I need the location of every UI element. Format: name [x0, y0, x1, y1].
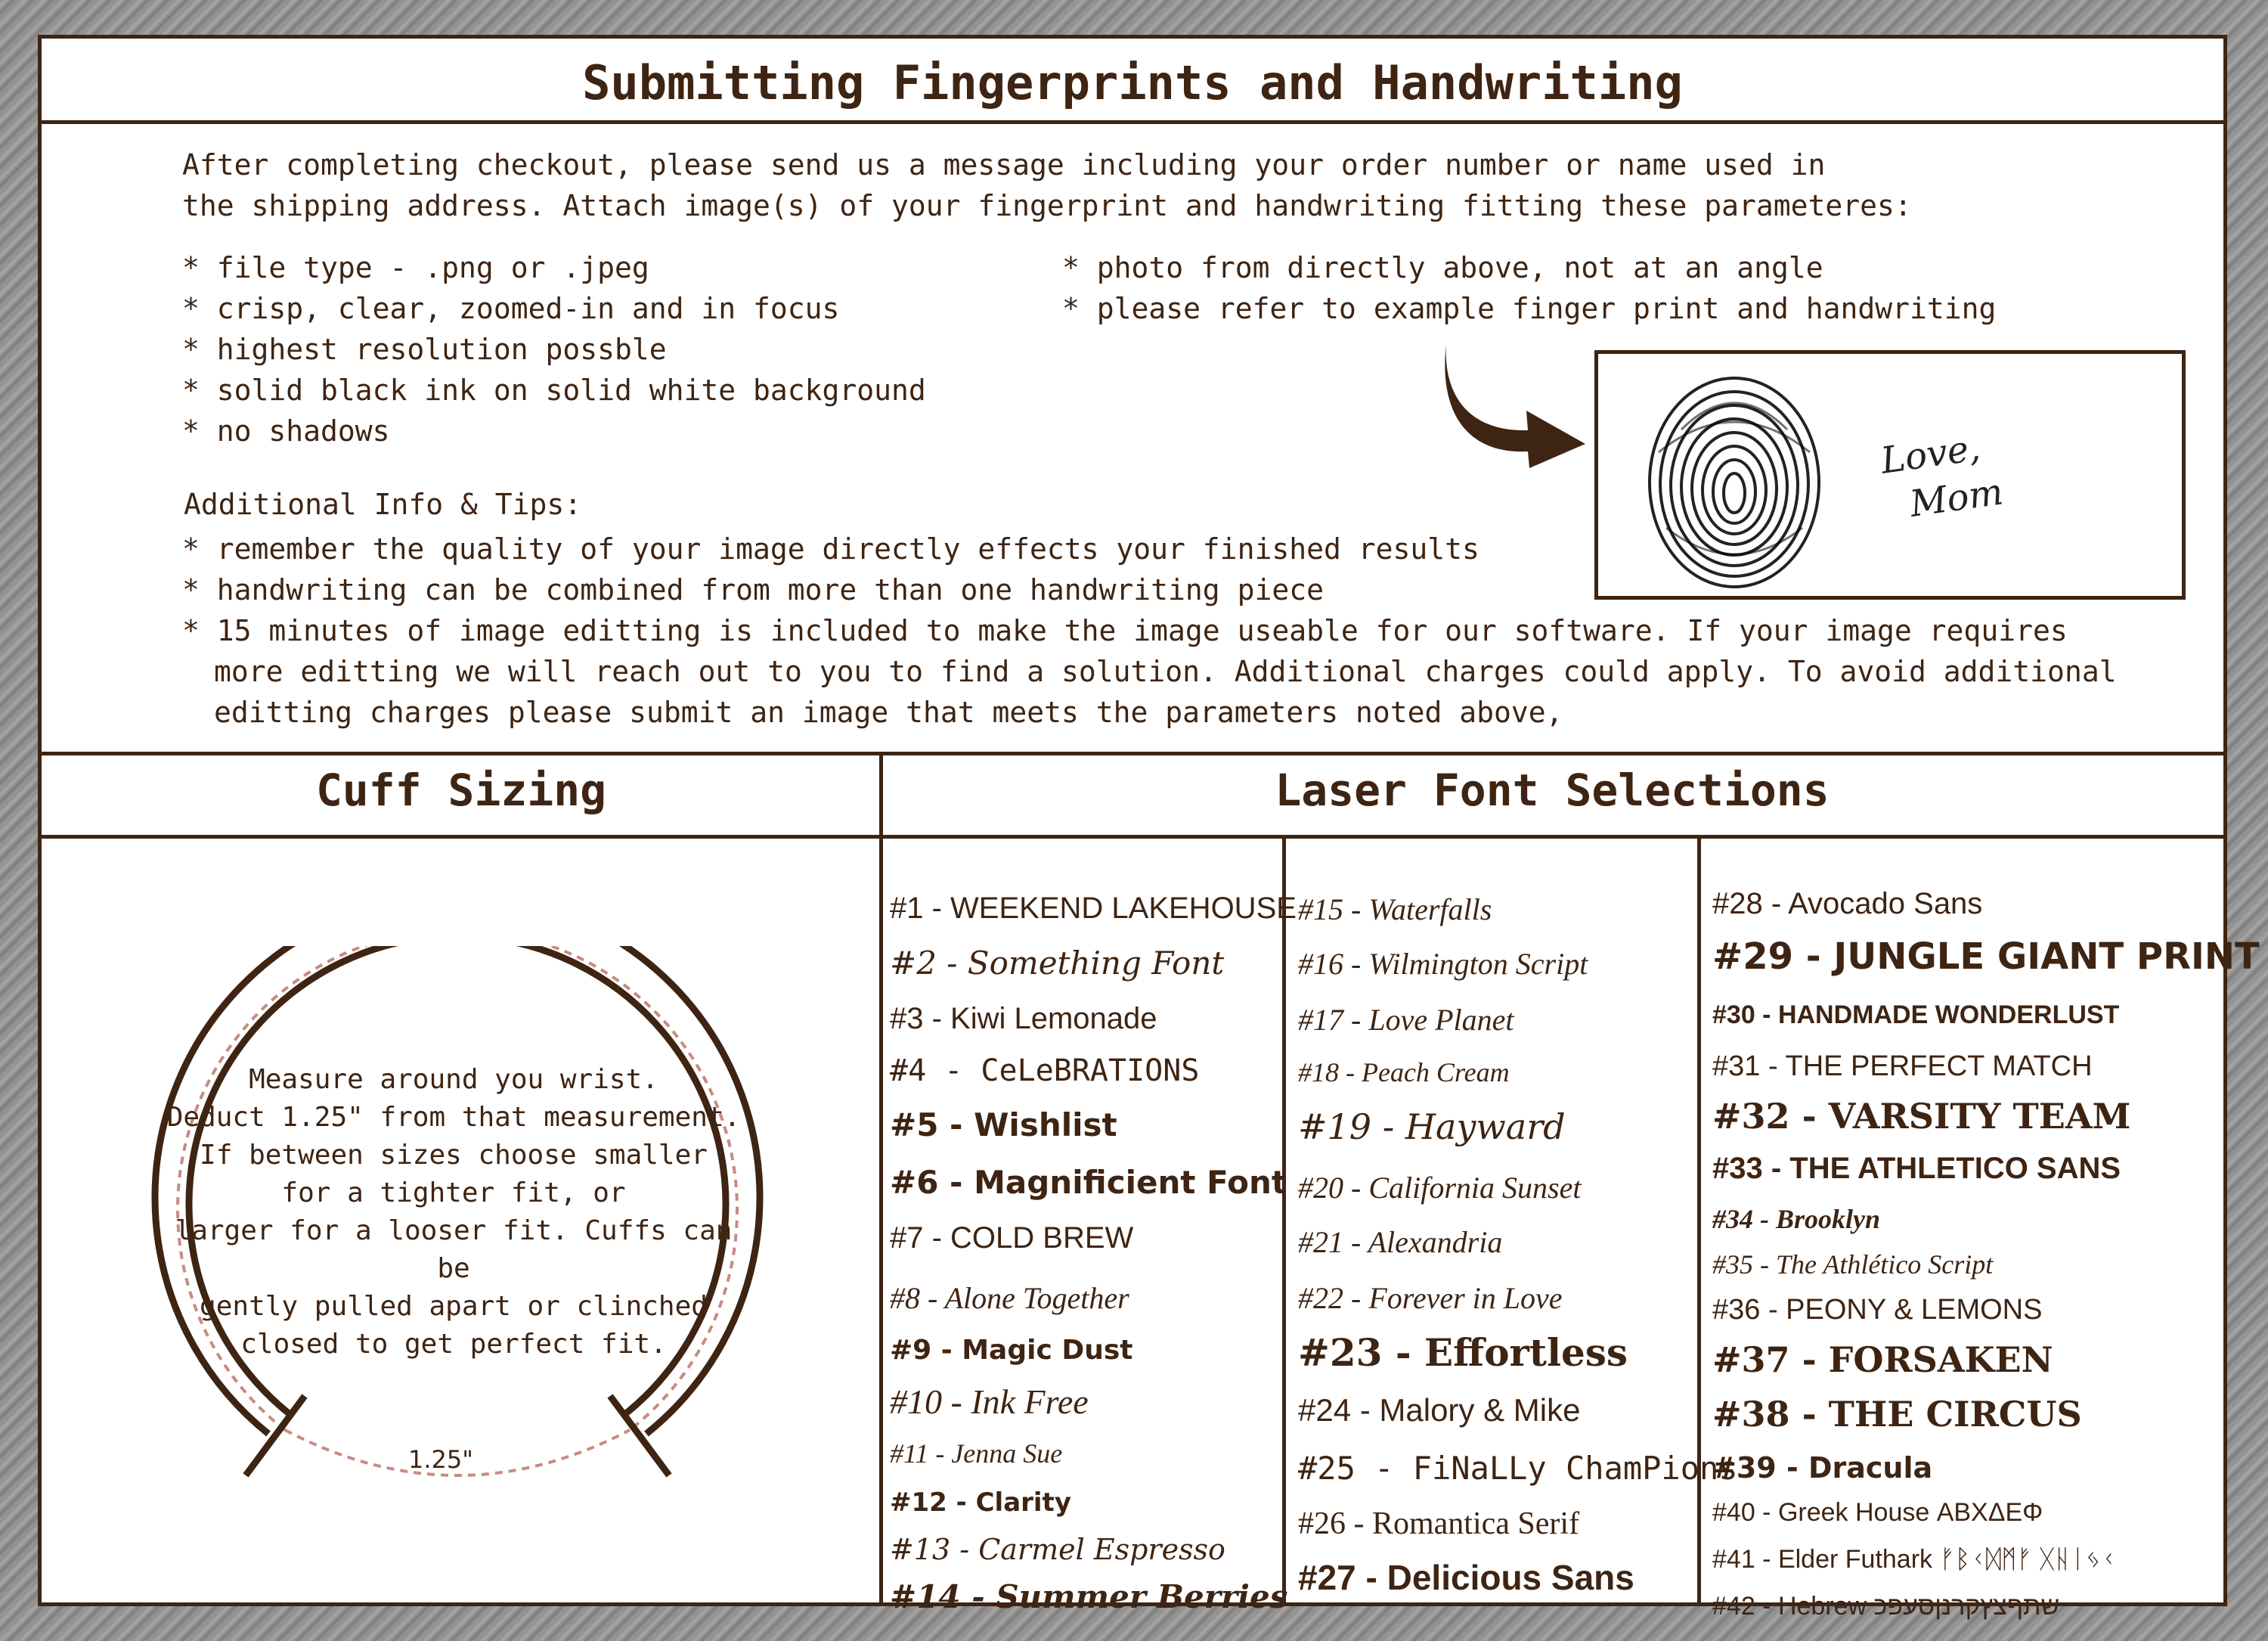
font-option: #16 - Wilmington Script: [1298, 947, 1588, 981]
font-option: #33 - THE ATHLETICO SANS: [1712, 1152, 2121, 1185]
font-option: #34 - Brooklyn: [1712, 1204, 1881, 1234]
font-option: #35 - The Athlético Script: [1712, 1249, 1994, 1280]
font-option: #3 - Kiwi Lemonade: [890, 1002, 1157, 1035]
font-option: #4 - CeLeBRATIONS: [890, 1053, 1200, 1088]
font-option: #36 - PEONY & LEMONS: [1712, 1294, 2043, 1326]
font-option: #21 - Alexandria: [1298, 1225, 1503, 1259]
list-item: * 15 minutes of image editting is included to make the image useable for our software. If your image requires more editting we will reach out to you to find a solution. Additional charges could apply. To avoid additional editting charges please submit an image that meets the parameters noted above,: [182, 610, 2149, 733]
curved-arrow-icon: [1437, 341, 1588, 470]
font-option: #32 - VARSITY TEAM: [1712, 1096, 2131, 1137]
intro-line: After completing checkout, please send us a message including your order number or name used in: [182, 148, 1826, 181]
font-option: #1 - WEEKEND LAKEHOUSE: [890, 892, 1297, 925]
intro-line: the shipping address. Attach image(s) of your fingerprint and handwriting fitting these parameteres:: [182, 189, 1912, 222]
requirements-list: [182, 247, 926, 451]
list-item: * photo from directly above, not at an angle: [1062, 247, 1996, 288]
list-item: * handwriting can be combined from more than one handwriting piece: [182, 569, 2072, 610]
requirements-list-right: [1062, 247, 1996, 329]
font-option: #20 - California Sunset: [1298, 1171, 1582, 1205]
list-item: * remember the quality of your image directly effects your finished results: [182, 529, 2072, 569]
font-option: #17 - Love Planet: [1298, 1003, 1514, 1037]
list-item: * highest resolution possble: [182, 329, 926, 370]
font-option: #24 - Malory & Mike: [1298, 1392, 1581, 1428]
font-option: #12 - Clarity: [890, 1487, 1071, 1518]
font-option: #30 - HANDMADE WONDERLUST: [1712, 1000, 2120, 1029]
font-option: #19 - Hayward: [1298, 1106, 1566, 1147]
font-option: #26 - Romantica Serif: [1298, 1506, 1580, 1541]
gap-measurement-label: 1.25": [408, 1445, 473, 1474]
font-option: #28 - Avocado Sans: [1712, 887, 1983, 920]
font-option: #7 - COLD BREW: [890, 1221, 1134, 1255]
font-option: #38 - THE CIRCUS: [1712, 1394, 2082, 1435]
font-option: #13 - Carmel Espresso: [890, 1533, 1225, 1566]
font-option: #22 - Forever in Love: [1298, 1281, 1563, 1315]
cuff-sizing-title: Cuff Sizing: [315, 765, 607, 816]
font-option: #23 - Effortless: [1298, 1330, 1628, 1375]
font-option: #10 - Ink Free: [890, 1382, 1089, 1421]
list-item: * please refer to example finger print and handwriting: [1062, 288, 1996, 329]
font-option: #39 - Dracula: [1712, 1451, 1933, 1484]
font-option: #11 - Jenna Sue: [890, 1438, 1063, 1469]
page-title: Submitting Fingerprints and Handwriting: [582, 55, 1683, 110]
font-option: #29 - JUNGLE GIANT PRINT: [1712, 935, 2260, 978]
info-card: [38, 35, 2260, 1621]
divider: [42, 835, 2223, 839]
font-option: #27 - Delicious Sans: [1298, 1558, 1634, 1597]
font-option: #8 - Alone Together: [890, 1281, 1129, 1315]
font-option: #40 - Greek House ΑΒΧΔΕΦ: [1712, 1498, 2043, 1527]
font-option: #6 - Magnificient Font: [890, 1164, 1287, 1201]
list-item: * solid black ink on solid white background: [182, 370, 926, 411]
font-option: #31 - THE PERFECT MATCH: [1712, 1050, 2093, 1082]
font-option: #14 - Summer Berries: [890, 1578, 1288, 1615]
tips-heading: Additional Info & Tips:: [184, 488, 582, 521]
font-option: #15 - Waterfalls: [1298, 892, 1492, 926]
font-option: #41 - Elder Futhark ᚠᛒᚲᛞᛗᚠ ᚷᚺᛁᛃᚲ: [1712, 1545, 2117, 1574]
divider: [42, 752, 2223, 755]
font-option: #2 - Something Font: [890, 945, 1225, 982]
tips-list: [182, 529, 2117, 733]
font-option: #5 - Wishlist: [890, 1106, 1117, 1143]
list-item: * crisp, clear, zoomed-in and in focus: [182, 288, 926, 329]
divider: [1697, 835, 1701, 1602]
cuff-instructions: Measure around you wrist. Deduct 1.25" from that measurement. If between sizes choose smaller for a tighter fit, or larger for a looser fit. Cuffs can be gently pulled apart or clinched closed to get perfect fit.: [166, 1064, 741, 1360]
list-item: * file type - .png or .jpeg: [182, 247, 926, 288]
list-item: * no shadows: [182, 411, 926, 451]
divider: [1282, 835, 1286, 1602]
divider: [42, 120, 2223, 124]
font-option: #25 - FiNaLLy ChamPions: [1298, 1450, 1738, 1487]
intro-text: [182, 144, 2072, 226]
font-option: #9 - Magic Dust: [890, 1335, 1133, 1366]
font-option: #37 - FORSAKEN: [1712, 1339, 2053, 1380]
font-selections-title: Laser Font Selections: [1275, 765, 1830, 816]
divider: [879, 752, 883, 1602]
font-option: #18 - Peach Cream: [1298, 1057, 1510, 1087]
font-option: #42 - Hebrew שתףצץקרנןסעפכ: [1712, 1592, 2060, 1621]
handwriting-sample: Love, Mom: [1878, 426, 2006, 526]
